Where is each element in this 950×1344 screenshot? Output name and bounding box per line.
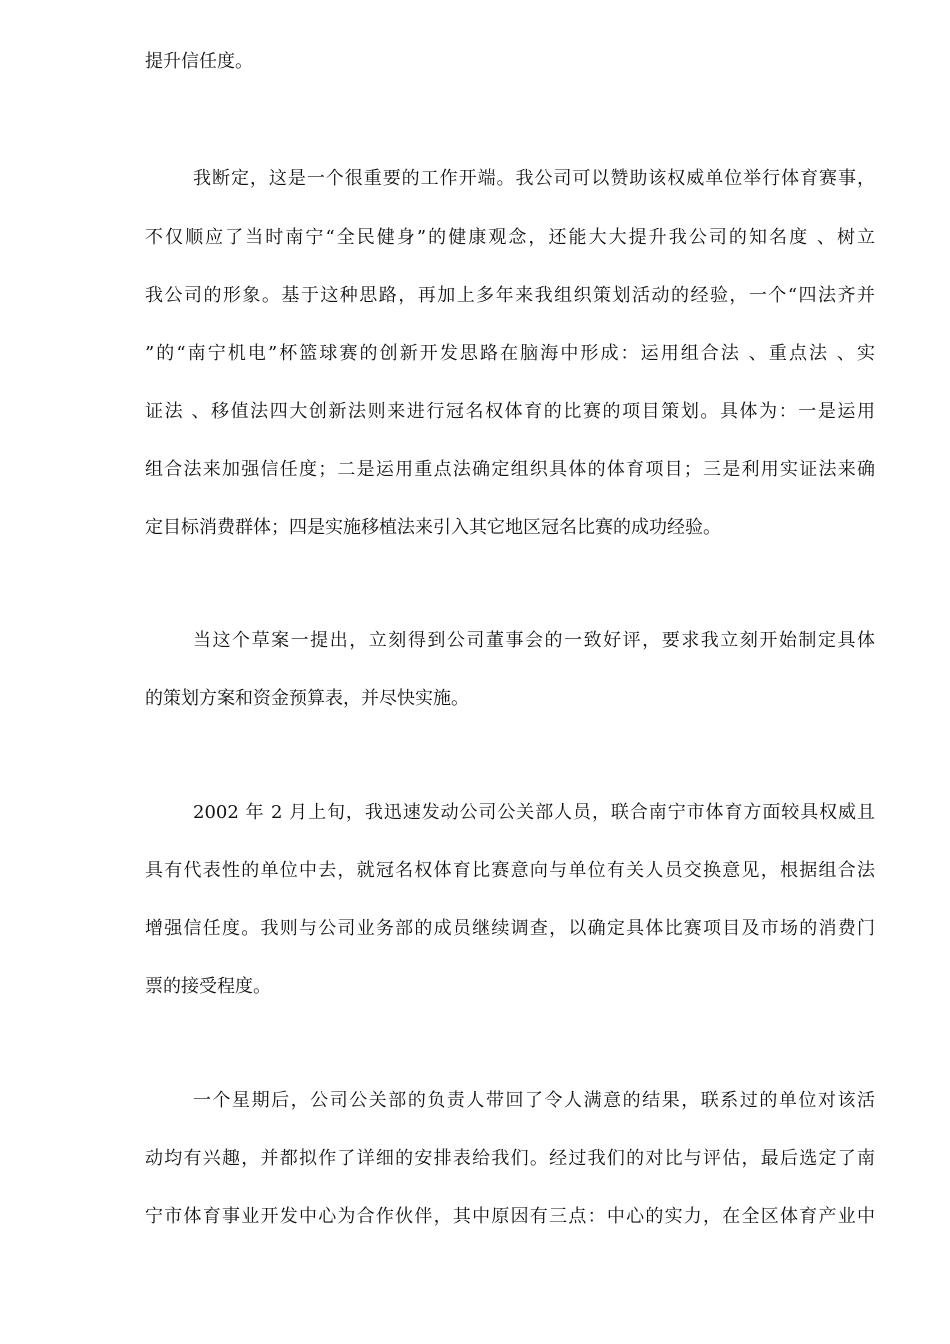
text-line: 组合法来加强信任度；二是运用重点法确定组织具体的体育项目；三是利用实证法来确	[145, 459, 875, 480]
text-line: 增强信任度。我则与公司业务部的成员继续调查，以确定具体比赛项目及市场的消费门	[145, 918, 875, 939]
text-line: 我公司的形象。基于这种思路，再加上多年来我组织策划活动的经验，一个“四法齐并	[145, 285, 875, 306]
text-line: 一个星期后，公司公关部的负责人带回了令人满意的结果，联系过的单位对该活	[193, 1090, 875, 1111]
text-line: ”的“南宁机电”杯篮球赛的创新开发思路在脑海中形成：运用组合法 、重点法 、实	[145, 343, 875, 364]
text-line: 2002 年 2 月上旬，我迅速发动公司公关部人员，联合南宁市体育方面较具权威且	[193, 802, 875, 823]
text-line: 宁市体育事业开发中心为合作伙伴，其中原因有三点：中心的实力，在全区体育产业中	[145, 1206, 875, 1227]
text-line: 的策划方案和资金预算表，并尽快实施。	[145, 688, 469, 709]
text-line: 证法 、移值法四大创新法则来进行冠名权体育的比赛的项目策划。具体为：一是运用	[145, 401, 875, 422]
text-line: 提升信任度。	[145, 51, 253, 72]
text-line: 我断定，这是一个很重要的工作开端。我公司可以赞助该权威单位举行体育赛事，	[193, 168, 875, 189]
text-line: 动均有兴趣，并都拟作了详细的安排表给我们。经过我们的对比与评估，最后选定了南	[145, 1148, 875, 1169]
text-line: 当这个草案一提出，立刻得到公司董事会的一致好评，要求我立刻开始制定具体	[193, 630, 875, 651]
text-line: 票的接受程度。	[145, 976, 271, 997]
text-line: 具有代表性的单位中去，就冠名权体育比赛意向与单位有关人员交换意见，根据组合法	[145, 860, 875, 881]
text-line: 定目标消费群体；四是实施移植法来引入其它地区冠名比赛的成功经验。	[145, 517, 721, 538]
text-line: 不仅顺应了当时南宁“全民健身”的健康观念，还能大大提升我公司的知名度 、树立	[145, 227, 875, 248]
